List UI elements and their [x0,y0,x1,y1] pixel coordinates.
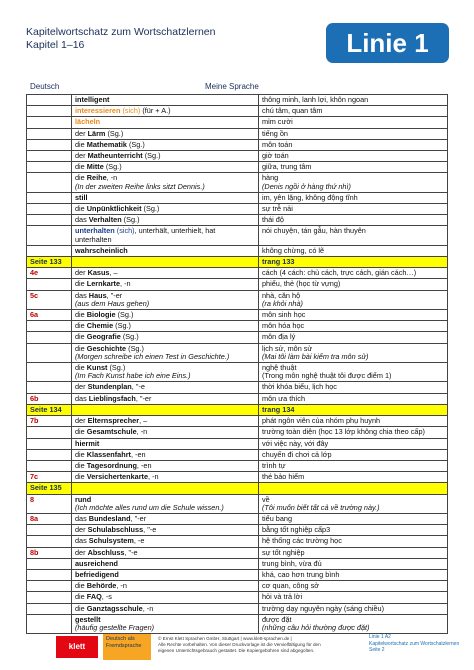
german-term: hiermit [72,438,259,449]
translation: sự tốt nghiệp [259,547,448,558]
german-term: lächeln [72,117,259,128]
german-term: die Unpünktlichkeit (Sg.) [72,204,259,215]
exercise-number [27,162,72,173]
page-number: Seite 2 [369,647,385,653]
vocabulary-row [27,106,448,117]
german-term: still [72,192,259,203]
exercise-number [27,438,72,449]
exercise-number [27,614,72,633]
exercise-number [27,592,72,603]
translation: trường toàn diện (học 13 lớp không chia theo cấp) [259,427,448,438]
german-term: die Kunst (Sg.) (Im Fach Kunst habe ich eine Eins.) [72,363,259,382]
vocabulary-row [27,438,448,449]
column-header-german: Deutsch [30,82,60,91]
translation: cách (4 cách: chủ cách, trực cách, gián cách…) [259,268,448,279]
column-header-my-language: Meine Sprache [205,82,259,91]
vocabulary-row [27,204,448,215]
klett-logo: klett [56,636,98,658]
translation: được đặt (những câu hỏi thường được đặt) [259,614,448,633]
translation: không chừng, có lẽ [259,245,448,256]
vocabulary-row [27,321,448,332]
vocabulary-row [27,494,448,513]
copyright-line-2: Alle Rechte vorbehalten. Von dieser Druckvorlage ist die Vervielfältigung für den [158,642,321,647]
exercise-number [27,106,72,117]
exercise-number [27,569,72,580]
vocabulary-row [27,460,448,471]
german-term: das Lieblingsfach, "-er [72,393,259,404]
german-term: unterhalten (sich), unterhält, unterhielt, hat unterhalten [72,226,259,245]
exercise-number [27,332,72,343]
vocabulary-row [27,393,448,404]
vocabulary-row [27,592,448,603]
exercise-number [27,151,72,162]
vocabulary-row [27,151,448,162]
german-term: die Reihe, -n (In der zweiten Reihe links sitzt Dennis.) [72,173,259,192]
translation: lịch sử, môn sử (Mai tôi làm bài kiểm tra môn sử) [259,343,448,362]
copyright-notice [158,636,321,654]
vocabulary-row [27,382,448,393]
german-term: die Chemie (Sg.) [72,321,259,332]
vocabulary-row [27,192,448,203]
title-line-1: Kapitelwortschatz zum Wortschatzlernen [26,26,216,38]
exercise-number: 6b [27,393,72,404]
translation: chuyến đi chơi cả lớp [259,449,448,460]
german-term: die Biologie (Sg.) [72,310,259,321]
translation: hệ thống các trường học [259,536,448,547]
translation: trang 134 [259,404,448,415]
translation: giờ toán [259,151,448,162]
translation: thời khóa biểu, lịch học [259,382,448,393]
section-header-row [27,483,448,494]
german-term: befriedigend [72,569,259,580]
exercise-number [27,536,72,547]
exercise-number [27,343,72,362]
german-term: die Geschichte (Sg.) (Morgen schreibe ich einen Test in Geschichte.) [72,343,259,362]
german-term [72,483,259,494]
exercise-number [27,226,72,245]
german-term: gestellt (häufig gestellte Fragen) [72,614,259,633]
german-term: die FAQ, -s [72,592,259,603]
translation: trang 133 [259,257,448,268]
translation: trường dạy nguyên ngày (sáng chiều) [259,603,448,614]
german-term: intelligent [72,95,259,106]
vocabulary-table [26,94,448,634]
vocabulary-row [27,226,448,245]
translation: thông minh, lanh lợi, khôn ngoan [259,95,448,106]
translation: môn sinh học [259,310,448,321]
vocabulary-row [27,117,448,128]
exercise-number: 6a [27,310,72,321]
exercise-number [27,95,72,106]
german-term: die Gesamtschule, -n [72,427,259,438]
exercise-number: 7b [27,416,72,427]
daf-logo: Deutsch als Fremdsprache [103,634,151,660]
exercise-number [27,558,72,569]
exercise-number: 8 [27,494,72,513]
vocabulary-row [27,614,448,633]
exercise-number [27,449,72,460]
document-title [26,26,215,52]
page-info-book: Linie 1 A2 [369,634,391,640]
translation: tiểu bang [259,513,448,524]
german-term [72,257,259,268]
vocabulary-row [27,290,448,309]
german-term: der Lärm (Sg.) [72,128,259,139]
vocabulary-row [27,279,448,290]
vocabulary-row [27,128,448,139]
exercise-number [27,427,72,438]
translation: hàng (Denis ngồi ở hàng thứ nhì) [259,173,448,192]
german-term: das Schulsystem, -e [72,536,259,547]
section-header-row [27,404,448,415]
german-term [72,404,259,415]
translation: thái độ [259,215,448,226]
translation: hỏi và trả lời [259,592,448,603]
exercise-number [27,245,72,256]
vocabulary-row [27,363,448,382]
exercise-number [27,192,72,203]
translation: môn toán [259,139,448,150]
page-info-title: Kapitelwortschatz zum Wortschatzlernen [369,640,460,647]
copyright-line-1: © Ernst Klett Sprachen GmbH, Stuttgart | www.klett-sprachen.de | [158,636,292,641]
title-line-2: Kapitel 1–16 [26,39,85,51]
german-term: der Abschluss, "-e [72,547,259,558]
translation: nghệ thuật (Trong môn nghệ thuật tôi được điểm 1) [259,363,448,382]
german-term: die Klassenfahrt, -en [72,449,259,460]
vocabulary-row [27,569,448,580]
german-term: wahrscheinlich [72,245,259,256]
german-term: ausreichend [72,558,259,569]
german-term: die Mathematik (Sg.) [72,139,259,150]
translation: tiếng ồn [259,128,448,139]
translation: phiếu, thẻ (học từ vựng) [259,279,448,290]
vocabulary-row [27,525,448,536]
german-term: der Kasus, – [72,268,259,279]
vocabulary-row [27,332,448,343]
exercise-number: 7c [27,472,72,483]
translation: thẻ bảo hiểm [259,472,448,483]
vocabulary-row [27,173,448,192]
translation: nhà, căn hộ (ra khỏi nhà) [259,290,448,309]
copyright-line-3: eigenen Unterrichtsgebrauch gestattet. Die Kopiergebühren sind abgegolten. [158,648,315,653]
german-term: das Bundesland, "-er [72,513,259,524]
translation: môn hóa học [259,321,448,332]
translation: về (Tôi muốn biết tất cả về trường này.) [259,494,448,513]
vocabulary-row [27,449,448,460]
translation: mỉm cười [259,117,448,128]
exercise-number [27,128,72,139]
exercise-number [27,117,72,128]
vocabulary-row [27,215,448,226]
translation: sự trễ nải [259,204,448,215]
german-term: der Stundenplan, "-e [72,382,259,393]
german-term: der Schulabschluss, "-e [72,525,259,536]
german-term: der Elternsprecher, – [72,416,259,427]
vocabulary-row [27,603,448,614]
exercise-number: 8b [27,547,72,558]
german-term: die Tagesordnung, -en [72,460,259,471]
german-term: die Ganztagsschule, -n [72,603,259,614]
translation: môn ưa thích [259,393,448,404]
german-term: rund (Ich möchte alles rund um die Schule wissen.) [72,494,259,513]
vocabulary-row [27,472,448,483]
exercise-number [27,204,72,215]
exercise-number [27,139,72,150]
vocabulary-row [27,558,448,569]
exercise-number: Seite 135 [27,483,72,494]
translation: chú tâm, quan tâm [259,106,448,117]
german-term: die Geografie (Sg.) [72,332,259,343]
exercise-number: Seite 134 [27,404,72,415]
exercise-number [27,173,72,192]
translation [259,483,448,494]
german-term: das Haus, "-er (aus dem Haus gehen) [72,290,259,309]
exercise-number [27,581,72,592]
exercise-number: 8a [27,513,72,524]
german-term: das Verhalten (Sg.) [72,215,259,226]
exercise-number [27,363,72,382]
section-header-row [27,257,448,268]
translation: khá, cao hơn trung bình [259,569,448,580]
german-term: interessieren (sich) (für + A.) [72,106,259,117]
translation: giữa, trung tâm [259,162,448,173]
exercise-number [27,321,72,332]
vocabulary-row [27,162,448,173]
vocabulary-row [27,416,448,427]
german-term: der Matheunterricht (Sg.) [72,151,259,162]
exercise-number [27,279,72,290]
translation: với việc này, với đây [259,438,448,449]
translation: bằng tốt nghiệp cấp3 [259,525,448,536]
exercise-number [27,525,72,536]
translation: im, yên lặng, không động tĩnh [259,192,448,203]
exercise-number [27,382,72,393]
translation: môn địa lý [259,332,448,343]
translation: trung bình, vừa đủ [259,558,448,569]
vocabulary-row [27,95,448,106]
linie1-logo: Linie 1 [326,23,449,63]
exercise-number: 4e [27,268,72,279]
vocabulary-row [27,427,448,438]
exercise-number: Seite 133 [27,257,72,268]
german-term: die Mitte (Sg.) [72,162,259,173]
exercise-number: 5c [27,290,72,309]
vocabulary-row [27,547,448,558]
vocabulary-row [27,139,448,150]
translation: nói chuyện, tán gẫu, hàn thuyên [259,226,448,245]
translation: phát ngôn viên của nhóm phụ huynh [259,416,448,427]
vocabulary-row [27,343,448,362]
vocabulary-row [27,310,448,321]
page-info [369,634,459,654]
exercise-number [27,460,72,471]
translation: trình tự [259,460,448,471]
vocabulary-row [27,245,448,256]
german-term: die Behörde, -n [72,581,259,592]
translation: cơ quan, công sở [259,581,448,592]
exercise-number [27,603,72,614]
vocabulary-row [27,581,448,592]
german-term: die Versichertenkarte, -n [72,472,259,483]
german-term: die Lernkarte, -n [72,279,259,290]
vocabulary-row [27,268,448,279]
vocabulary-row [27,536,448,547]
vocabulary-row [27,513,448,524]
exercise-number [27,215,72,226]
